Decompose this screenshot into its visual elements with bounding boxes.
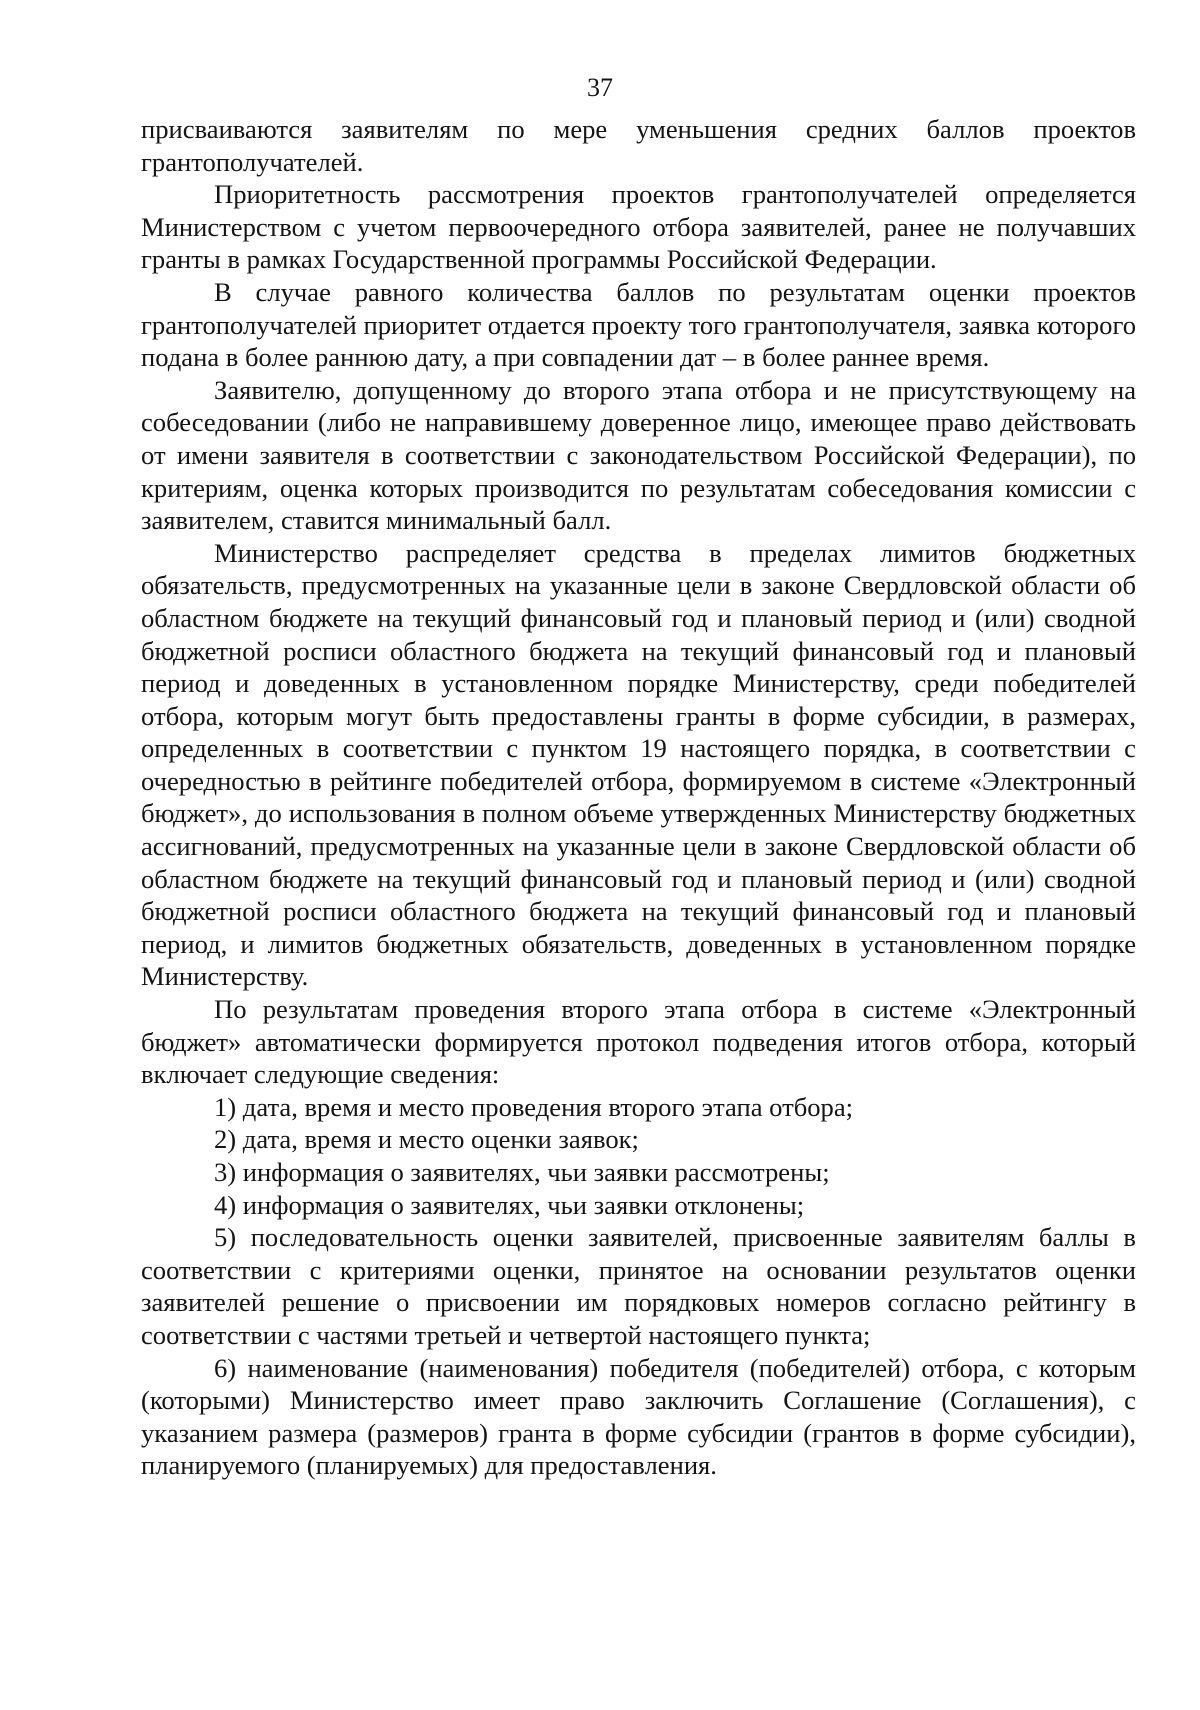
list-item-2: 2) дата, время и место оценки заявок; (214, 1124, 639, 1155)
paragraph-protocol-intro: По результатам проведения второго этапа отбора в системе «Электронный бюджет» автоматически формируется протокол подведения итогов отбора, который включает следующие сведения: (141, 994, 1136, 1090)
list-item-1: 1) дата, время и место проведения второго этапа отбора; (214, 1091, 854, 1122)
page-number: 37 (587, 73, 613, 102)
paragraph-continuation: присваиваются заявителям по мере уменьшения средних баллов проектов грантополучателей. (141, 114, 1136, 177)
paragraph-funds-distribution: Министерство распределяет средства в пределах лимитов бюджетных обязательств, предусмотренных на указанные цели в законе Свердловской области об областном бюджете на текущий финансовый год и плановый период и (или) сводной бюджетной росписи областного бюджета на текущий финансовый год и плановый период и доведенных в установленном порядке Министерству, среди победителей отбора, которым могут быть предоставлены гранты в форме субсидии, в размерах, определенных в соответствии с пунктом 19 настоящего порядка, в соответствии с очередностью в рейтинге победителей отбора, формируемом в системе «Электронный бюджет», до использования в полном объеме утвержденных Министерству бюджетных ассигнований, предусмотренных на указанные цели в законе Свердловской области об областном бюджете на текущий финансовый год и плановый период и (или) сводной бюджетной росписи областного бюджета на текущий финансовый год и плановый период, и лимитов бюджетных обязательств, доведенных в установленном порядке Министерству. (141, 537, 1136, 992)
list-item-5: 5) последовательность оценки заявителей, присвоенные заявителям баллы в соответствии с критериями оценки, принятое на основании результатов оценки заявителей решение о присвоении им порядковых номеров согласно рейтингу в соответствии с частями третьей и четвертой настоящего пункта; (141, 1222, 1136, 1350)
document-body (141, 113, 1136, 1482)
paragraph-equal-scores: В случае равного количества баллов по результатам оценки проектов грантополучателей приоритет отдается проекту того грантополучателя, заявка которого подана в более раннюю дату, а при совпадении дат – в более раннее время. (141, 276, 1136, 373)
list-item-4: 4) информация о заявителях, чьи заявки отклонены; (214, 1189, 805, 1220)
list-item-3: 3) информация о заявителях, чьи заявки рассмотрены; (214, 1157, 830, 1187)
paragraph-priority: Приоритетность рассмотрения проектов грантополучателей определяется Министерством с учетом первоочередного отбора заявителей, ранее не получавших гранты в рамках Государственной программы Российской Федерации. (141, 179, 1136, 275)
paragraph-absent-applicant: Заявителю, допущенному до второго этапа отбора и не присутствующему на собеседовании (либо не направившему доверенное лицо, имеющее право действовать от имени заявителя в соответствии с законодательством Российской Федерации), по критериям, оценка которых производится по результатам собеседования комиссии с заявителем, ставится минимальный балл. (141, 374, 1136, 536)
list-item-6: 6) наименование (наименования) победителя (победителей) отбора, с которым (которыми) Министерство имеет право заключить Соглашение (Соглашения), с указанием размера (размеров) гранта в форме субсидии (грантов в форме субсидии), планируемого (планируемых) для предоставления. (141, 1352, 1136, 1481)
